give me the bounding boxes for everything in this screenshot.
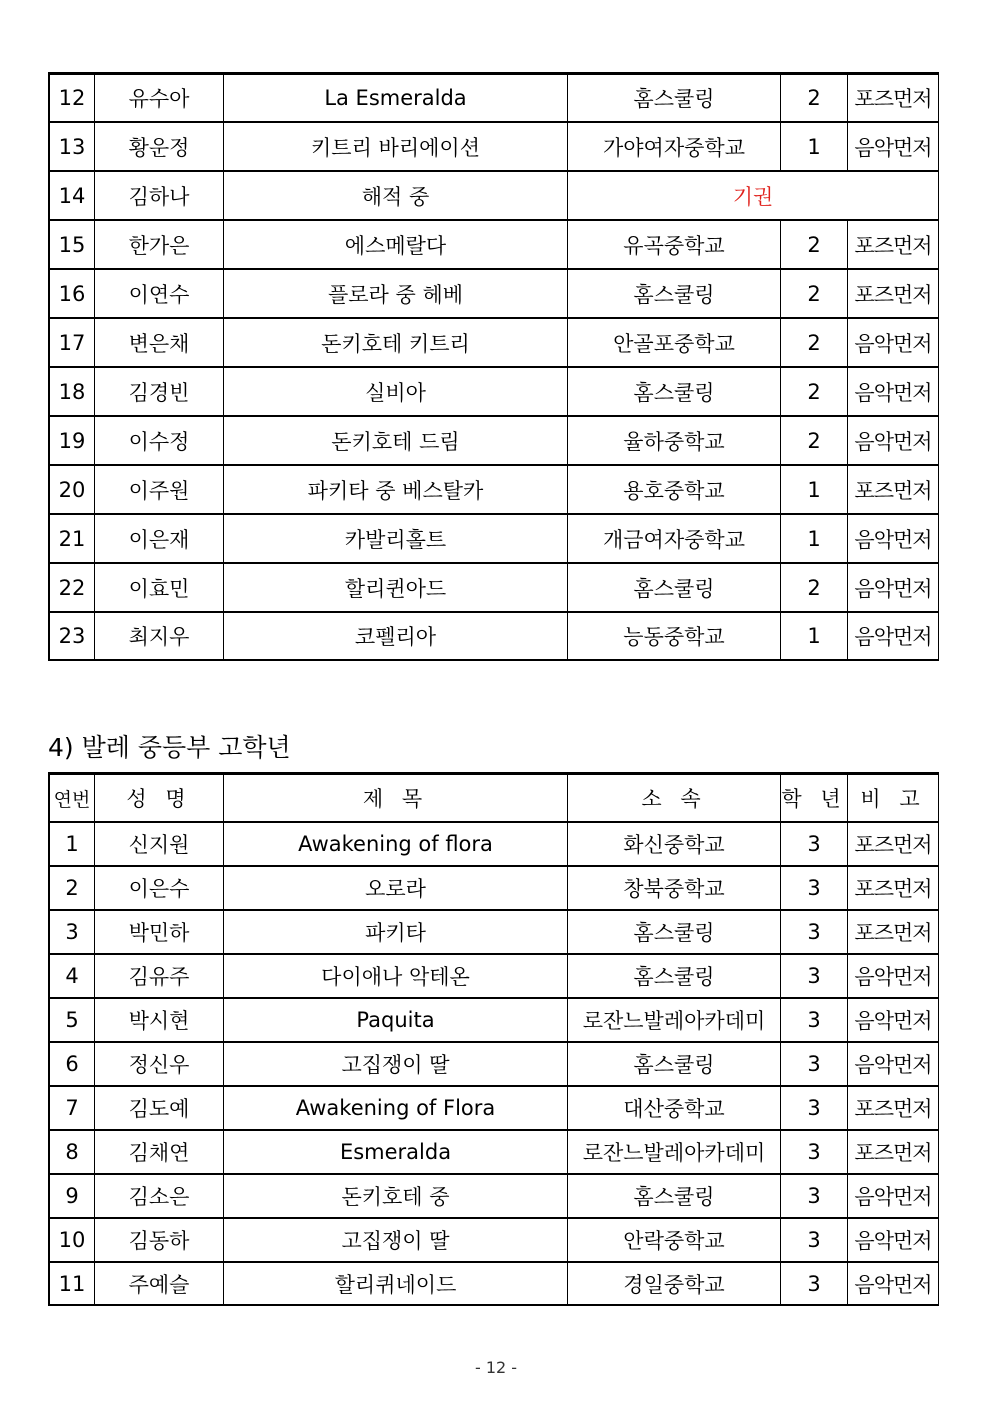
- note: 포즈먼저: [848, 910, 939, 954]
- affiliation: 경일중학교: [568, 1262, 781, 1306]
- table-header-row: [49, 773, 939, 822]
- section-title: 4) 발레 중등부 고학년: [48, 733, 291, 762]
- results-table-senior: [48, 772, 939, 1306]
- note: 음악먼저: [848, 1042, 939, 1086]
- piece-title: 다이애나 악테온: [224, 954, 568, 998]
- grade: 3: [781, 1218, 848, 1262]
- header-name: 성 명: [95, 773, 224, 822]
- performer-name: 이효민: [95, 563, 224, 612]
- note: 음악먼저: [848, 612, 939, 661]
- affiliation: 능동중학교: [568, 612, 781, 661]
- piece-title: Paquita: [224, 998, 568, 1042]
- note: 포즈먼저: [848, 822, 939, 866]
- grade: 3: [781, 1130, 848, 1174]
- table-row: [49, 1174, 939, 1218]
- grade: 3: [781, 1042, 848, 1086]
- entry-number: 20: [49, 465, 95, 514]
- piece-title: 돈키호테 드림: [224, 416, 568, 465]
- entry-number: 5: [49, 998, 95, 1042]
- note: 음악먼저: [848, 514, 939, 563]
- performer-name: 김유주: [95, 954, 224, 998]
- header-grade: 학 년: [781, 773, 848, 822]
- note: 포즈먼저: [848, 269, 939, 318]
- entry-number: 2: [49, 866, 95, 910]
- grade: 2: [781, 73, 848, 122]
- note: 포즈먼저: [848, 465, 939, 514]
- performer-name: 이주원: [95, 465, 224, 514]
- performer-name: 유수아: [95, 73, 224, 122]
- affiliation: 홈스쿨링: [568, 73, 781, 122]
- note: 포즈먼저: [848, 866, 939, 910]
- piece-title: 플로라 중 헤베: [224, 269, 568, 318]
- grade: 2: [781, 318, 848, 367]
- piece-title: Awakening of Flora: [224, 1086, 568, 1130]
- piece-title: 키트리 바리에이션: [224, 122, 568, 171]
- note: 포즈먼저: [848, 73, 939, 122]
- grade: 1: [781, 612, 848, 661]
- entry-number: 4: [49, 954, 95, 998]
- piece-title: 돈키호테 키트리: [224, 318, 568, 367]
- entry-number: 11: [49, 1262, 95, 1306]
- performer-name: 이은재: [95, 514, 224, 563]
- note: 포즈먼저: [848, 1086, 939, 1130]
- affiliation: 홈스쿨링: [568, 367, 781, 416]
- entry-number: 23: [49, 612, 95, 661]
- entry-number: 22: [49, 563, 95, 612]
- table-row: [49, 73, 939, 122]
- performer-name: 황운정: [95, 122, 224, 171]
- forfeit-status: 기권: [568, 171, 939, 220]
- entry-number: 9: [49, 1174, 95, 1218]
- table-row: [49, 122, 939, 171]
- piece-title: 카발리홀트: [224, 514, 568, 563]
- performer-name: 한가은: [95, 220, 224, 269]
- entry-number: 14: [49, 171, 95, 220]
- results-table-continued: [48, 72, 939, 661]
- note: 음악먼저: [848, 1174, 939, 1218]
- grade: 3: [781, 1262, 848, 1306]
- table-row: [49, 367, 939, 416]
- grade: 2: [781, 220, 848, 269]
- grade: 2: [781, 269, 848, 318]
- note: 음악먼저: [848, 122, 939, 171]
- note: 음악먼저: [848, 318, 939, 367]
- affiliation: 율하중학교: [568, 416, 781, 465]
- grade: 1: [781, 122, 848, 171]
- grade: 3: [781, 866, 848, 910]
- table-row: [49, 514, 939, 563]
- affiliation: 창북중학교: [568, 866, 781, 910]
- note: 포즈먼저: [848, 220, 939, 269]
- entry-number: 21: [49, 514, 95, 563]
- table-row: [49, 866, 939, 910]
- affiliation: 안골포중학교: [568, 318, 781, 367]
- piece-title: 코펠리아: [224, 612, 568, 661]
- performer-name: 김채연: [95, 1130, 224, 1174]
- performer-name: 신지원: [95, 822, 224, 866]
- table-row: [49, 269, 939, 318]
- piece-title: 파키타: [224, 910, 568, 954]
- piece-title: 실비아: [224, 367, 568, 416]
- piece-title: La Esmeralda: [224, 73, 568, 122]
- performer-name: 김소은: [95, 1174, 224, 1218]
- piece-title: 돈키호테 중: [224, 1174, 568, 1218]
- performer-name: 정신우: [95, 1042, 224, 1086]
- header-note: 비 고: [848, 773, 939, 822]
- performer-name: 김경빈: [95, 367, 224, 416]
- entry-number: 15: [49, 220, 95, 269]
- table-row: [49, 910, 939, 954]
- entry-number: 6: [49, 1042, 95, 1086]
- affiliation: 홈스쿨링: [568, 1042, 781, 1086]
- grade: 3: [781, 1086, 848, 1130]
- affiliation: 홈스쿨링: [568, 563, 781, 612]
- affiliation: 가야여자중학교: [568, 122, 781, 171]
- table-row: [49, 1130, 939, 1174]
- entry-number: 7: [49, 1086, 95, 1130]
- note: 포즈먼저: [848, 1130, 939, 1174]
- note: 음악먼저: [848, 416, 939, 465]
- piece-title: 할리퀴네이드: [224, 1262, 568, 1306]
- performer-name: 김하나: [95, 171, 224, 220]
- entry-number: 19: [49, 416, 95, 465]
- entry-number: 13: [49, 122, 95, 171]
- entry-number: 10: [49, 1218, 95, 1262]
- affiliation: 로잔느발레아카데미: [568, 1130, 781, 1174]
- performer-name: 박시현: [95, 998, 224, 1042]
- piece-title: 해적 중: [224, 171, 568, 220]
- grade: 2: [781, 416, 848, 465]
- affiliation: 홈스쿨링: [568, 954, 781, 998]
- performer-name: 최지우: [95, 612, 224, 661]
- affiliation: 홈스쿨링: [568, 1174, 781, 1218]
- affiliation: 홈스쿨링: [568, 269, 781, 318]
- performer-name: 박민하: [95, 910, 224, 954]
- entry-number: 16: [49, 269, 95, 318]
- performer-name: 변은채: [95, 318, 224, 367]
- table-row: [49, 220, 939, 269]
- table-row: [49, 416, 939, 465]
- affiliation: 로잔느발레아카데미: [568, 998, 781, 1042]
- performer-name: 이연수: [95, 269, 224, 318]
- grade: 2: [781, 367, 848, 416]
- grade: 1: [781, 514, 848, 563]
- entry-number: 17: [49, 318, 95, 367]
- piece-title: 고집쟁이 딸: [224, 1218, 568, 1262]
- affiliation: 개금여자중학교: [568, 514, 781, 563]
- header-number: 연번: [49, 773, 95, 822]
- piece-title: 할리퀸아드: [224, 563, 568, 612]
- table-row: [49, 1218, 939, 1262]
- table-row: [49, 1262, 939, 1306]
- affiliation: 홈스쿨링: [568, 910, 781, 954]
- entry-number: 18: [49, 367, 95, 416]
- grade: 3: [781, 998, 848, 1042]
- entry-number: 1: [49, 822, 95, 866]
- table-body: [49, 773, 939, 1306]
- piece-title: 오로라: [224, 866, 568, 910]
- grade: 2: [781, 563, 848, 612]
- affiliation: 화신중학교: [568, 822, 781, 866]
- piece-title: Esmeralda: [224, 1130, 568, 1174]
- performer-name: 김도예: [95, 1086, 224, 1130]
- entry-number: 12: [49, 73, 95, 122]
- piece-title: 에스메랄다: [224, 220, 568, 269]
- grade: 3: [781, 954, 848, 998]
- performer-name: 이수정: [95, 416, 224, 465]
- table-body: [49, 73, 939, 661]
- grade: 1: [781, 465, 848, 514]
- piece-title: 고집쟁이 딸: [224, 1042, 568, 1086]
- entry-number: 8: [49, 1130, 95, 1174]
- affiliation: 유곡중학교: [568, 220, 781, 269]
- table-row: [49, 563, 939, 612]
- table-row: [49, 822, 939, 866]
- grade: 3: [781, 1174, 848, 1218]
- note: 음악먼저: [848, 954, 939, 998]
- table-row: [49, 1042, 939, 1086]
- affiliation: 대산중학교: [568, 1086, 781, 1130]
- performer-name: 이은수: [95, 866, 224, 910]
- header-title: 제 목: [224, 773, 568, 822]
- page-number: - 12 -: [474, 1358, 518, 1377]
- performer-name: 주예슬: [95, 1262, 224, 1306]
- note: 음악먼저: [848, 1262, 939, 1306]
- table-row: [49, 954, 939, 998]
- table-row: [49, 318, 939, 367]
- table-row: [49, 998, 939, 1042]
- note: 음악먼저: [848, 367, 939, 416]
- table-row: [49, 612, 939, 661]
- note: 음악먼저: [848, 563, 939, 612]
- affiliation: 안락중학교: [568, 1218, 781, 1262]
- header-affiliation: 소 속: [568, 773, 781, 822]
- grade: 3: [781, 910, 848, 954]
- table-row: [49, 171, 939, 220]
- grade: 3: [781, 822, 848, 866]
- affiliation: 용호중학교: [568, 465, 781, 514]
- performer-name: 김동하: [95, 1218, 224, 1262]
- note: 음악먼저: [848, 1218, 939, 1262]
- piece-title: Awakening of flora: [224, 822, 568, 866]
- table-row: [49, 465, 939, 514]
- note: 음악먼저: [848, 998, 939, 1042]
- entry-number: 3: [49, 910, 95, 954]
- piece-title: 파키타 중 베스탈카: [224, 465, 568, 514]
- table-row: [49, 1086, 939, 1130]
